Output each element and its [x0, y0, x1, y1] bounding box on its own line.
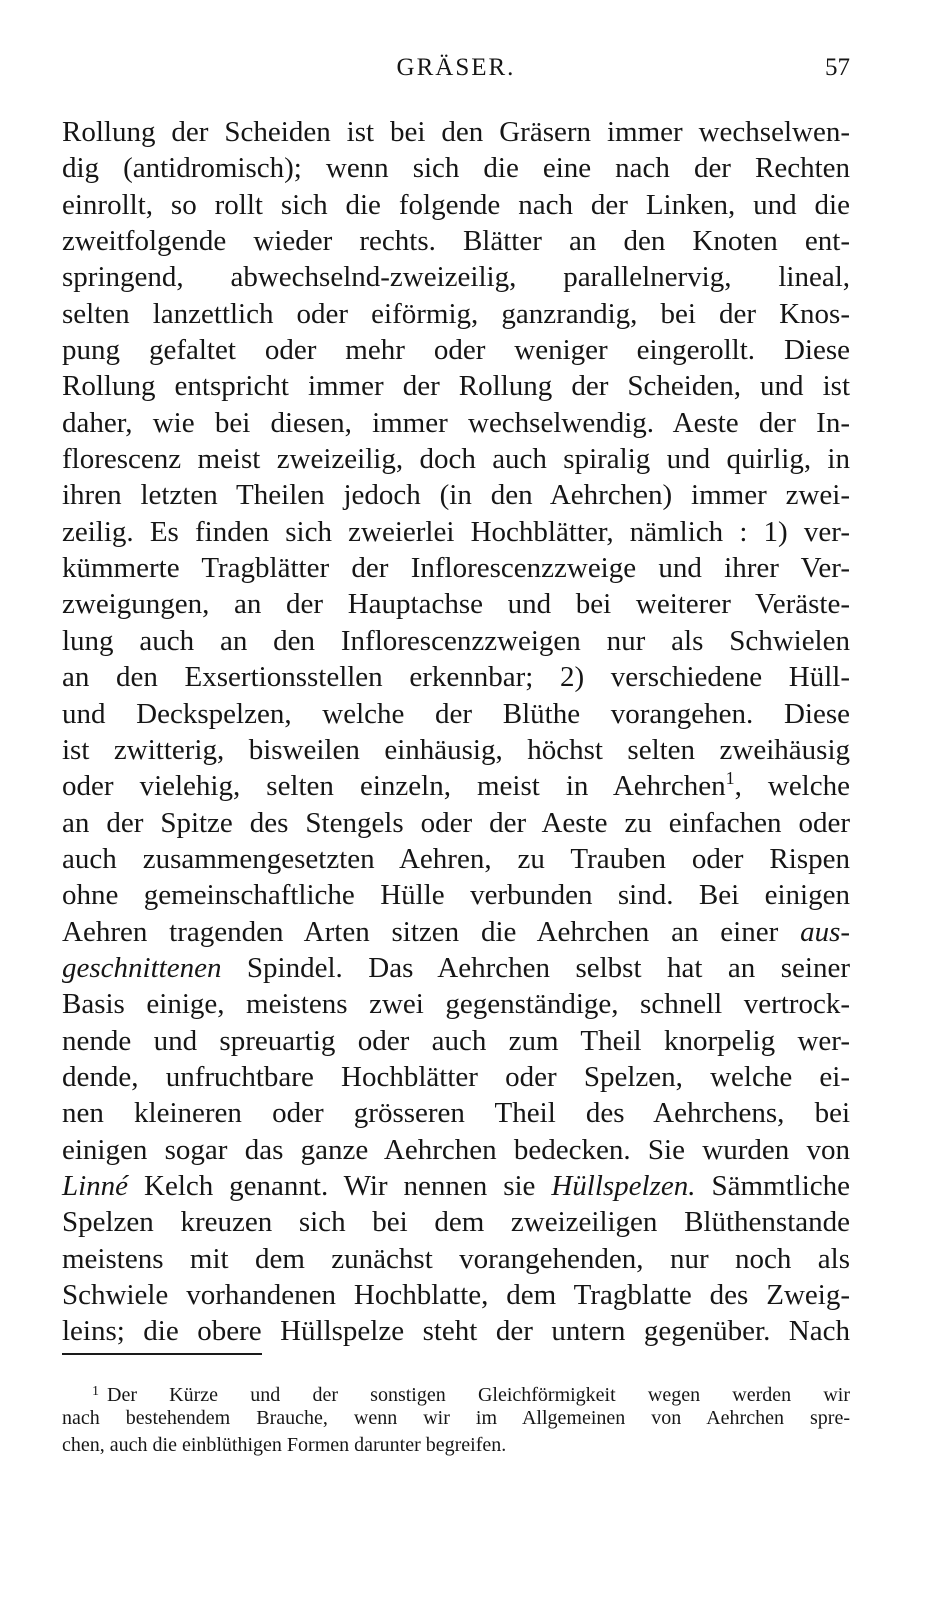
text-line: leins; die obere Hüllspelze steht der untern gegenüber. Nach: [62, 1315, 850, 1348]
text-line: an den Exsertionsstellen erkennbar; 2) verschiedene Hüll-: [62, 661, 850, 694]
text-segment: oder vielehig, selten einzeln, meist in Aehrchen: [62, 770, 726, 803]
text-line: an der Spitze des Stengels oder der Aeste zu einfachen oder: [62, 806, 850, 839]
text-segment: Sämmtliche: [695, 1169, 850, 1202]
footnote-line: nach bestehendem Brauche, wenn wir im Allgemeinen von Aehrchen spre-: [62, 1407, 850, 1429]
page-header: [62, 54, 850, 94]
text-segment: Kelch genannt. Wir nennen sie: [128, 1169, 552, 1202]
footnote-reference: 1: [725, 768, 735, 789]
running-title: GRÄSER.: [396, 54, 516, 81]
text-line: Spelzen kreuzen sich bei dem zweizeiligen Blüthenstande: [62, 1206, 850, 1239]
footnote-mark: 1: [92, 1384, 99, 1399]
text-line: dig (antidromisch); wenn sich die eine nach der Rechten: [62, 152, 850, 185]
text-line: [62, 950, 850, 986]
footnote-line: [62, 1378, 850, 1405]
footnote-separator: [62, 1353, 262, 1355]
text-line: kümmerte Tragblätter der Inflorescenzzweige und ihrer Ver-: [62, 552, 850, 585]
page-number: 57: [825, 54, 850, 81]
text-line: [62, 914, 850, 950]
text-line: zweitfolgende wieder rechts. Blätter an den Knoten ent-: [62, 225, 850, 258]
text-line: meistens mit dem zunächst vorangehenden, nur noch als: [62, 1242, 850, 1275]
text-line: und Deckspelzen, welche der Blüthe vorangehen. Diese: [62, 697, 850, 730]
text-line: nende und spreuartig oder auch zum Theil knorpelig wer-: [62, 1024, 850, 1057]
text-segment: Aehren tragenden Arten sitzen die Aehrchen an einer: [62, 915, 779, 948]
text-segment: , welche: [734, 770, 850, 803]
text-line: einrollt, so rollt sich die folgende nach der Linken, und die: [62, 188, 850, 221]
text-line: [62, 768, 850, 804]
text-line: nen kleineren oder grösseren Theil des Aehrchens, bei: [62, 1097, 850, 1130]
text-line: florescenz meist zweizeilig, doch auch spiralig und quirlig, in: [62, 443, 850, 476]
text-line: auch zusammengesetzten Aehren, zu Trauben oder Rispen: [62, 842, 850, 875]
text-line: ist zwitterig, bisweilen einhäusig, höchst selten zweihäusig: [62, 733, 850, 766]
body-text: [62, 114, 850, 1350]
text-line: daher, wie bei diesen, immer wechselwendig. Aeste der In-: [62, 406, 850, 439]
text-segment: Spindel. Das Aehrchen selbst hat an seiner: [221, 951, 850, 984]
text-line: zeilig. Es finden sich zweierlei Hochblätter, nämlich : 1) ver-: [62, 515, 850, 548]
text-line: [62, 1168, 850, 1204]
text-line: ohne gemeinschaftliche Hülle verbunden sind. Bei einigen: [62, 879, 850, 912]
text-line: lung auch an den Inflorescenzzweigen nur als Schwielen: [62, 624, 850, 657]
text-line: Rollung der Scheiden ist bei den Gräsern immer wechselwen-: [62, 116, 850, 148]
text-line: selten lanzettlich oder eiförmig, ganzrandig, bei der Knos-: [62, 297, 850, 330]
text-line: zweigungen, an der Hauptachse und bei weiterer Veräste-: [62, 588, 850, 621]
text-line: dende, unfruchtbare Hochblätter oder Spelzen, welche ei-: [62, 1060, 850, 1093]
italic-term: geschnittenen: [62, 951, 222, 984]
text-segment: Der Kürze und der sonstigen Gleichförmigkeit wegen werden wir: [107, 1384, 850, 1406]
text-line: Basis einige, meistens zwei gegenständige, schnell vertrock-: [62, 988, 850, 1021]
text-line: pung gefaltet oder mehr oder weniger eingerollt. Diese: [62, 334, 850, 367]
footnote: [62, 1378, 850, 1459]
italic-term: Hüllspelzen.: [551, 1169, 696, 1202]
text-line: springend, abwechselnd-zweizeilig, parallelnervig, lineal,: [62, 261, 850, 294]
text-line: ihren letzten Theilen jedoch (in den Aehrchen) immer zwei-: [62, 479, 850, 512]
footnote-line: chen, auch die einblüthigen Formen darunter begreifen.: [62, 1434, 507, 1456]
text-line: Schwiele vorhandenen Hochblatte, dem Tragblatte des Zweig-: [62, 1279, 850, 1311]
text-line: einigen sogar das ganze Aehrchen bedecken. Sie wurden von: [62, 1133, 850, 1166]
italic-term: aus-: [800, 915, 851, 948]
text-line: Rollung entspricht immer der Rollung der Scheiden, und ist: [62, 370, 850, 403]
italic-term: Linné: [62, 1169, 129, 1202]
